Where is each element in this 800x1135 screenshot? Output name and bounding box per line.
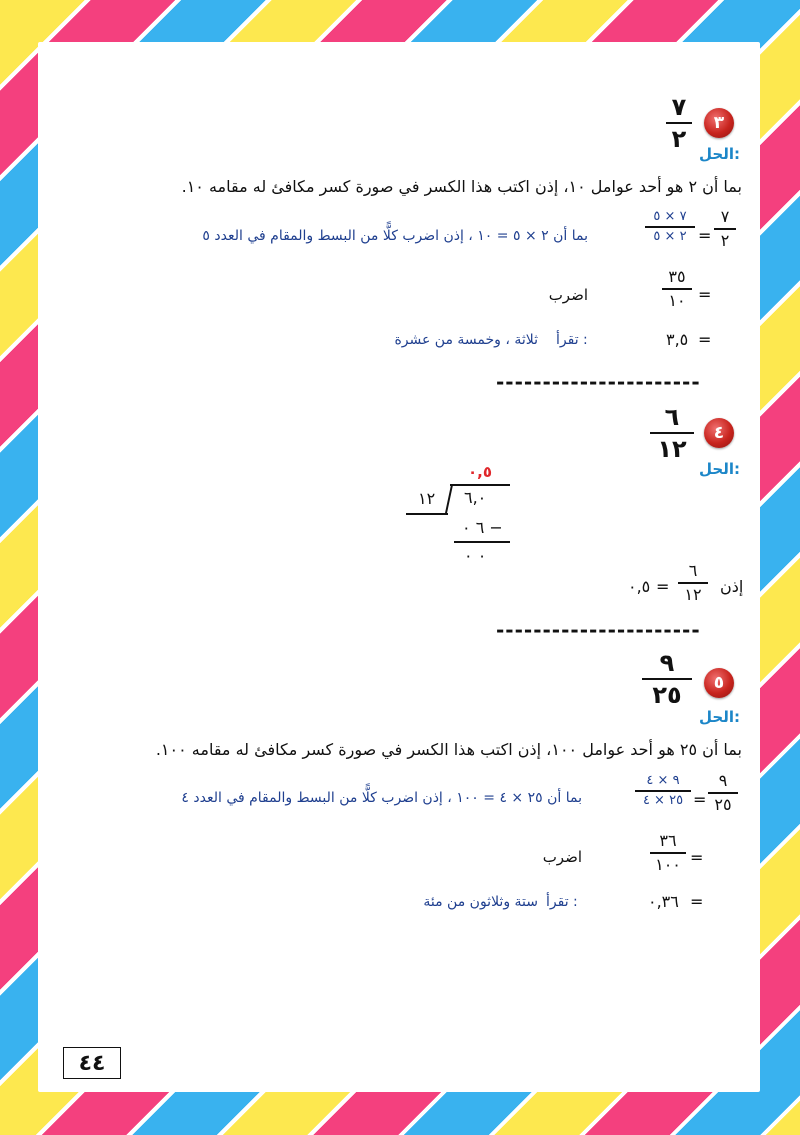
equals-sign: = xyxy=(690,892,704,911)
fraction-bar xyxy=(714,228,736,230)
fraction-bar xyxy=(662,288,692,290)
result-fraction xyxy=(650,832,686,873)
fraction-numerator: ٧ × ٥ xyxy=(653,209,687,224)
solution-statement: بما أن ٢ هو أحد عوامل ١٠، إذن اكتب هذا الكسر في صورة كسر مكافئ له مقامه ١٠. xyxy=(181,177,742,196)
fraction-denominator: ٢ xyxy=(720,230,730,250)
fraction-numerator: ٧ xyxy=(720,207,730,226)
equation-right-fraction xyxy=(645,210,695,245)
fraction-denominator: ٢ × ٥ xyxy=(653,229,687,245)
question-fraction xyxy=(642,650,692,709)
page-sheet xyxy=(38,42,760,1092)
division-subtract-row: ٦ ٠ − xyxy=(462,518,503,537)
equals-sign: = xyxy=(698,285,712,304)
fraction-numerator: ٩ xyxy=(718,771,728,790)
fraction-denominator: ٢ xyxy=(671,125,687,154)
fraction-denominator: ١٠ xyxy=(668,290,686,310)
divisor-underline xyxy=(406,513,448,515)
division-quotient: ٠,٥ xyxy=(468,463,493,481)
division-top-bar xyxy=(450,484,510,486)
badge-number: ٣ xyxy=(713,113,725,133)
fraction-bar xyxy=(650,432,694,434)
question-number-badge xyxy=(704,108,734,138)
division-bracket xyxy=(445,484,453,514)
fraction-bar xyxy=(678,582,708,584)
result-label: إذن xyxy=(720,577,744,596)
fraction-denominator: ١٢ xyxy=(657,435,687,464)
multiply-note: اضرب xyxy=(548,286,588,304)
equation-left-fraction xyxy=(714,208,736,249)
result-value: ٠,٥ xyxy=(628,577,651,596)
question-fraction xyxy=(666,94,692,153)
fraction-denominator: ١٠٠ xyxy=(655,854,681,874)
solution-label: الحل: xyxy=(699,145,740,163)
fraction-numerator: ٣٦ xyxy=(659,831,677,850)
fraction-bar xyxy=(708,792,738,794)
fraction-numerator: ٩ × ٤ xyxy=(646,773,680,788)
solution-statement: بما أن ٢٥ هو أحد عوامل ١٠٠، إذن اكتب هذا الكسر في صورة كسر مكافئ له مقامه ١٠٠. xyxy=(155,740,742,759)
fraction-numerator: ٣٥ xyxy=(668,267,686,286)
fraction-numerator: ٦ xyxy=(688,561,698,580)
page-number-box xyxy=(63,1047,121,1079)
badge-number: ٤ xyxy=(713,423,725,443)
equals-sign: = xyxy=(698,330,712,349)
fraction-numerator: ٦ xyxy=(664,403,680,431)
division-result-bar xyxy=(454,541,510,543)
division-remainder: ٠ ٠ xyxy=(464,546,487,565)
read-text: ثلاثة ، وخمسة من عشرة xyxy=(394,332,538,348)
fraction-bar xyxy=(666,122,692,124)
multiply-note: اضرب xyxy=(542,848,582,866)
fraction-denominator: ٢٥ xyxy=(652,681,682,710)
equals-sign: = xyxy=(690,848,704,867)
equals-sign: = xyxy=(656,577,670,596)
fraction-numerator: ٩ xyxy=(659,649,675,677)
section-divider: ---------------------- xyxy=(496,618,701,642)
fraction-denominator: ٢٥ × ٤ xyxy=(642,793,684,809)
equation-note: بما أن ٢ × ٥ = ١٠ ، إذن اضرب كلًّا من البسط والمقام في العدد ٥ xyxy=(202,228,588,244)
read-label: تقرأ : xyxy=(546,894,578,910)
page-number: ٤٤ xyxy=(78,1050,106,1076)
equation-note: بما أن ٢٥ × ٤ = ١٠٠ ، إذن اضرب كلًّا من البسط والمقام في العدد ٤ xyxy=(181,790,582,806)
badge-number: ٥ xyxy=(713,673,725,693)
section-divider: ---------------------- xyxy=(496,370,701,394)
solution-label: الحل: xyxy=(699,460,740,478)
question-number-badge xyxy=(704,418,734,448)
equals-sign: = xyxy=(693,790,707,809)
fraction-denominator: ٢٥ xyxy=(714,794,732,814)
fraction-bar xyxy=(642,678,692,680)
question-number-badge xyxy=(704,668,734,698)
solution-label: الحل: xyxy=(699,708,740,726)
fraction-bar xyxy=(645,226,695,228)
fraction-bar xyxy=(650,852,686,854)
fraction-denominator: ١٢ xyxy=(684,584,702,604)
result-fraction xyxy=(678,562,708,603)
question-fraction xyxy=(650,404,694,463)
division-divisor: ١٢ xyxy=(418,489,436,508)
decimal-result: ٠,٣٦ xyxy=(648,892,679,911)
read-text: ستة وثلاثون من مئة xyxy=(423,894,538,910)
equation-right-fraction xyxy=(635,774,691,809)
fraction-numerator: ٧ xyxy=(671,93,687,121)
result-fraction xyxy=(662,268,692,309)
equation-left-fraction xyxy=(708,772,738,813)
fraction-bar xyxy=(635,790,691,792)
read-label: تقرأ : xyxy=(556,332,588,348)
division-dividend: ٦,٠ xyxy=(464,488,487,507)
equals-sign: = xyxy=(698,226,712,245)
decimal-result: ٣,٥ xyxy=(666,330,689,349)
